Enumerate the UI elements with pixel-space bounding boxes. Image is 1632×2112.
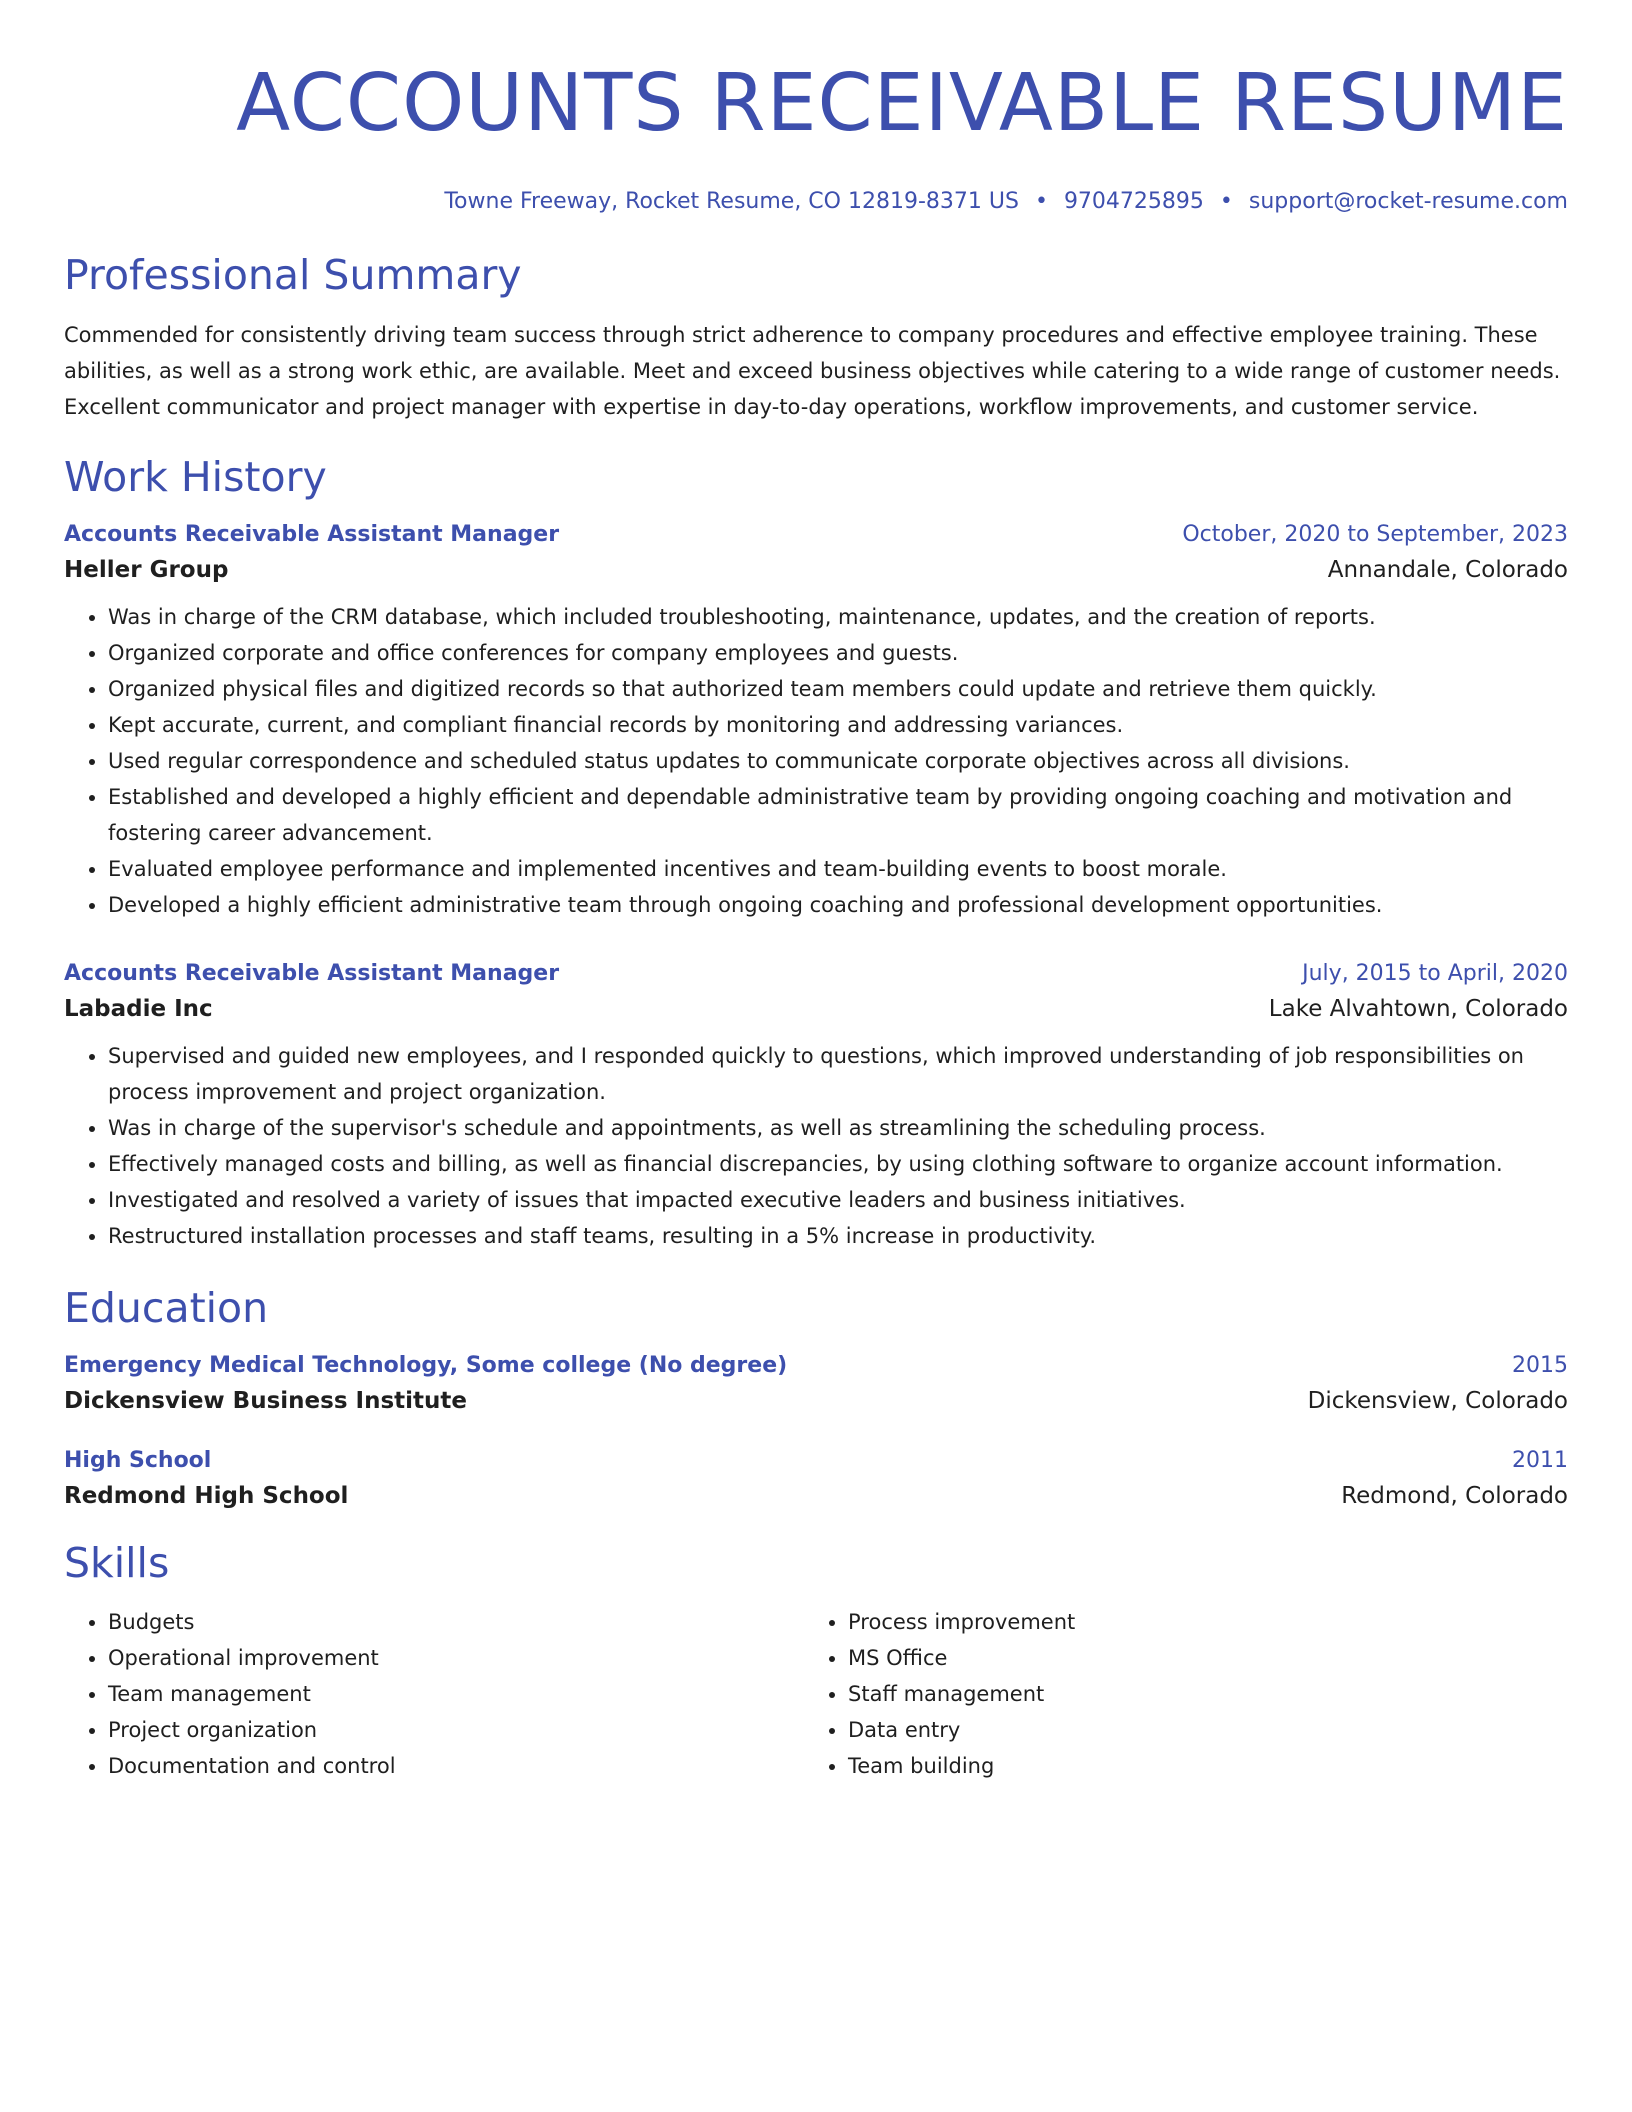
skill-item: • Project organization [108,1712,804,1748]
job-title: Accounts Receivable Assistant Manager [64,960,560,986]
resume-title: ACCOUNTS RECEIVABLE RESUME [236,57,1568,149]
contact-separator: • [1034,189,1048,214]
education-school: Dickensview Business Institute [64,1387,467,1414]
job-bullet: • Was in charge of the supervisor's schedule and appointments, as well as streamlining the scheduling process. [108,1110,1568,1146]
education-year: 2015 [1512,1352,1568,1378]
job-bullet: • Developed a highly efficient administrative team through ongoing coaching and professional development opportunities. [108,887,1568,923]
contact-email[interactable]: support@rocket-resume.com [1248,189,1568,214]
skills-column-left [64,1604,804,1784]
resume-header [64,0,1568,215]
job-bullet: • Was in charge of the CRM database, which included troubleshooting, maintenance, updates, and the creation of reports. [108,599,1568,635]
job-bullet: • Organized corporate and office conferences for company employees and guests. [108,635,1568,671]
contact-line [64,189,1568,215]
job-bullet: • Supervised and guided new employees, and I responded quickly to questions, which improved understanding of job responsibilities on process improvement and project organization. [108,1038,1568,1110]
education-heading: Education [64,1283,269,1332]
job-bullet: • Evaluated employee performance and implemented incentives and team-building events to boost morale. [108,851,1568,887]
education-year: 2011 [1512,1447,1568,1473]
skill-item: • Operational improvement [108,1640,804,1676]
skill-item: • Data entry [848,1712,1544,1748]
education-entry [64,1353,1568,1414]
education-location: Redmond, Colorado [1341,1482,1568,1509]
skill-item: • Documentation and control [108,1748,804,1784]
job-bullet: • Kept accurate, current, and compliant financial records by monitoring and addressing variances. [108,707,1568,743]
skill-item: • Team management [108,1676,804,1712]
skills-column-right [804,1604,1544,1784]
job-bullet: • Restructured installation processes and staff teams, resulting in a 5% increase in productivity. [108,1218,1568,1254]
summary-text: Commended for consistently driving team success through strict adherence to company procedures and effective employee training. These abilities, as well as a strong work ethic, are available. Meet and exceed business objectives while catering to a wide range of customer needs. Excellent communicator and project manager with expertise in day-to-day operations, workflow improvements, and customer service. [64,322,1561,419]
job-dates: July, 2015 to April, 2020 [1302,960,1568,986]
skills-heading: Skills [64,1538,170,1587]
job-bullet: • Investigated and resolved a variety of issues that impacted executive leaders and business initiatives. [108,1182,1568,1218]
skill-item: • Process improvement [848,1604,1544,1640]
job-title: Accounts Receivable Assistant Manager [64,521,560,547]
job-company: Labadie Inc [64,995,213,1022]
job-dates: October, 2020 to September, 2023 [1182,521,1568,547]
job-entry [64,522,1568,923]
contact-phone: 9704725895 [1063,189,1204,214]
contact-address: Towne Freeway, Rocket Resume, CO 12819-8371 US [444,189,1019,214]
education-entry [64,1448,1568,1509]
contact-separator: • [1219,189,1233,214]
skill-item: • Budgets [108,1604,804,1640]
summary-heading: Professional Summary [64,251,522,300]
job-location: Lake Alvahtown, Colorado [1268,995,1568,1022]
job-entry [64,961,1568,1254]
job-company: Heller Group [64,556,229,583]
job-bullets [64,1038,1568,1254]
education-school: Redmond High School [64,1482,349,1509]
job-bullet: • Used regular correspondence and scheduled status updates to communicate corporate objectives across all divisions. [108,743,1568,779]
skill-item: • Staff management [848,1676,1544,1712]
education-location: Dickensview, Colorado [1307,1387,1568,1414]
job-bullets [64,599,1568,923]
job-bullet: • Effectively managed costs and billing, as well as financial discrepancies, by using clothing software to organize account information. [108,1146,1568,1182]
job-bullet: • Established and developed a highly efficient and dependable administrative team by providing ongoing coaching and motivation and fostering career advancement. [108,779,1568,851]
education-degree: Emergency Medical Technology, Some college (No degree) [64,1352,788,1378]
work-history-heading: Work History [64,452,327,501]
job-location: Annandale, Colorado [1327,556,1568,583]
skills-grid [64,1604,1568,1784]
skill-item: • MS Office [848,1640,1544,1676]
skill-item: • Team building [848,1748,1544,1784]
education-degree: High School [64,1447,212,1473]
job-bullet: • Organized physical files and digitized records so that authorized team members could update and retrieve them quickly. [108,671,1568,707]
